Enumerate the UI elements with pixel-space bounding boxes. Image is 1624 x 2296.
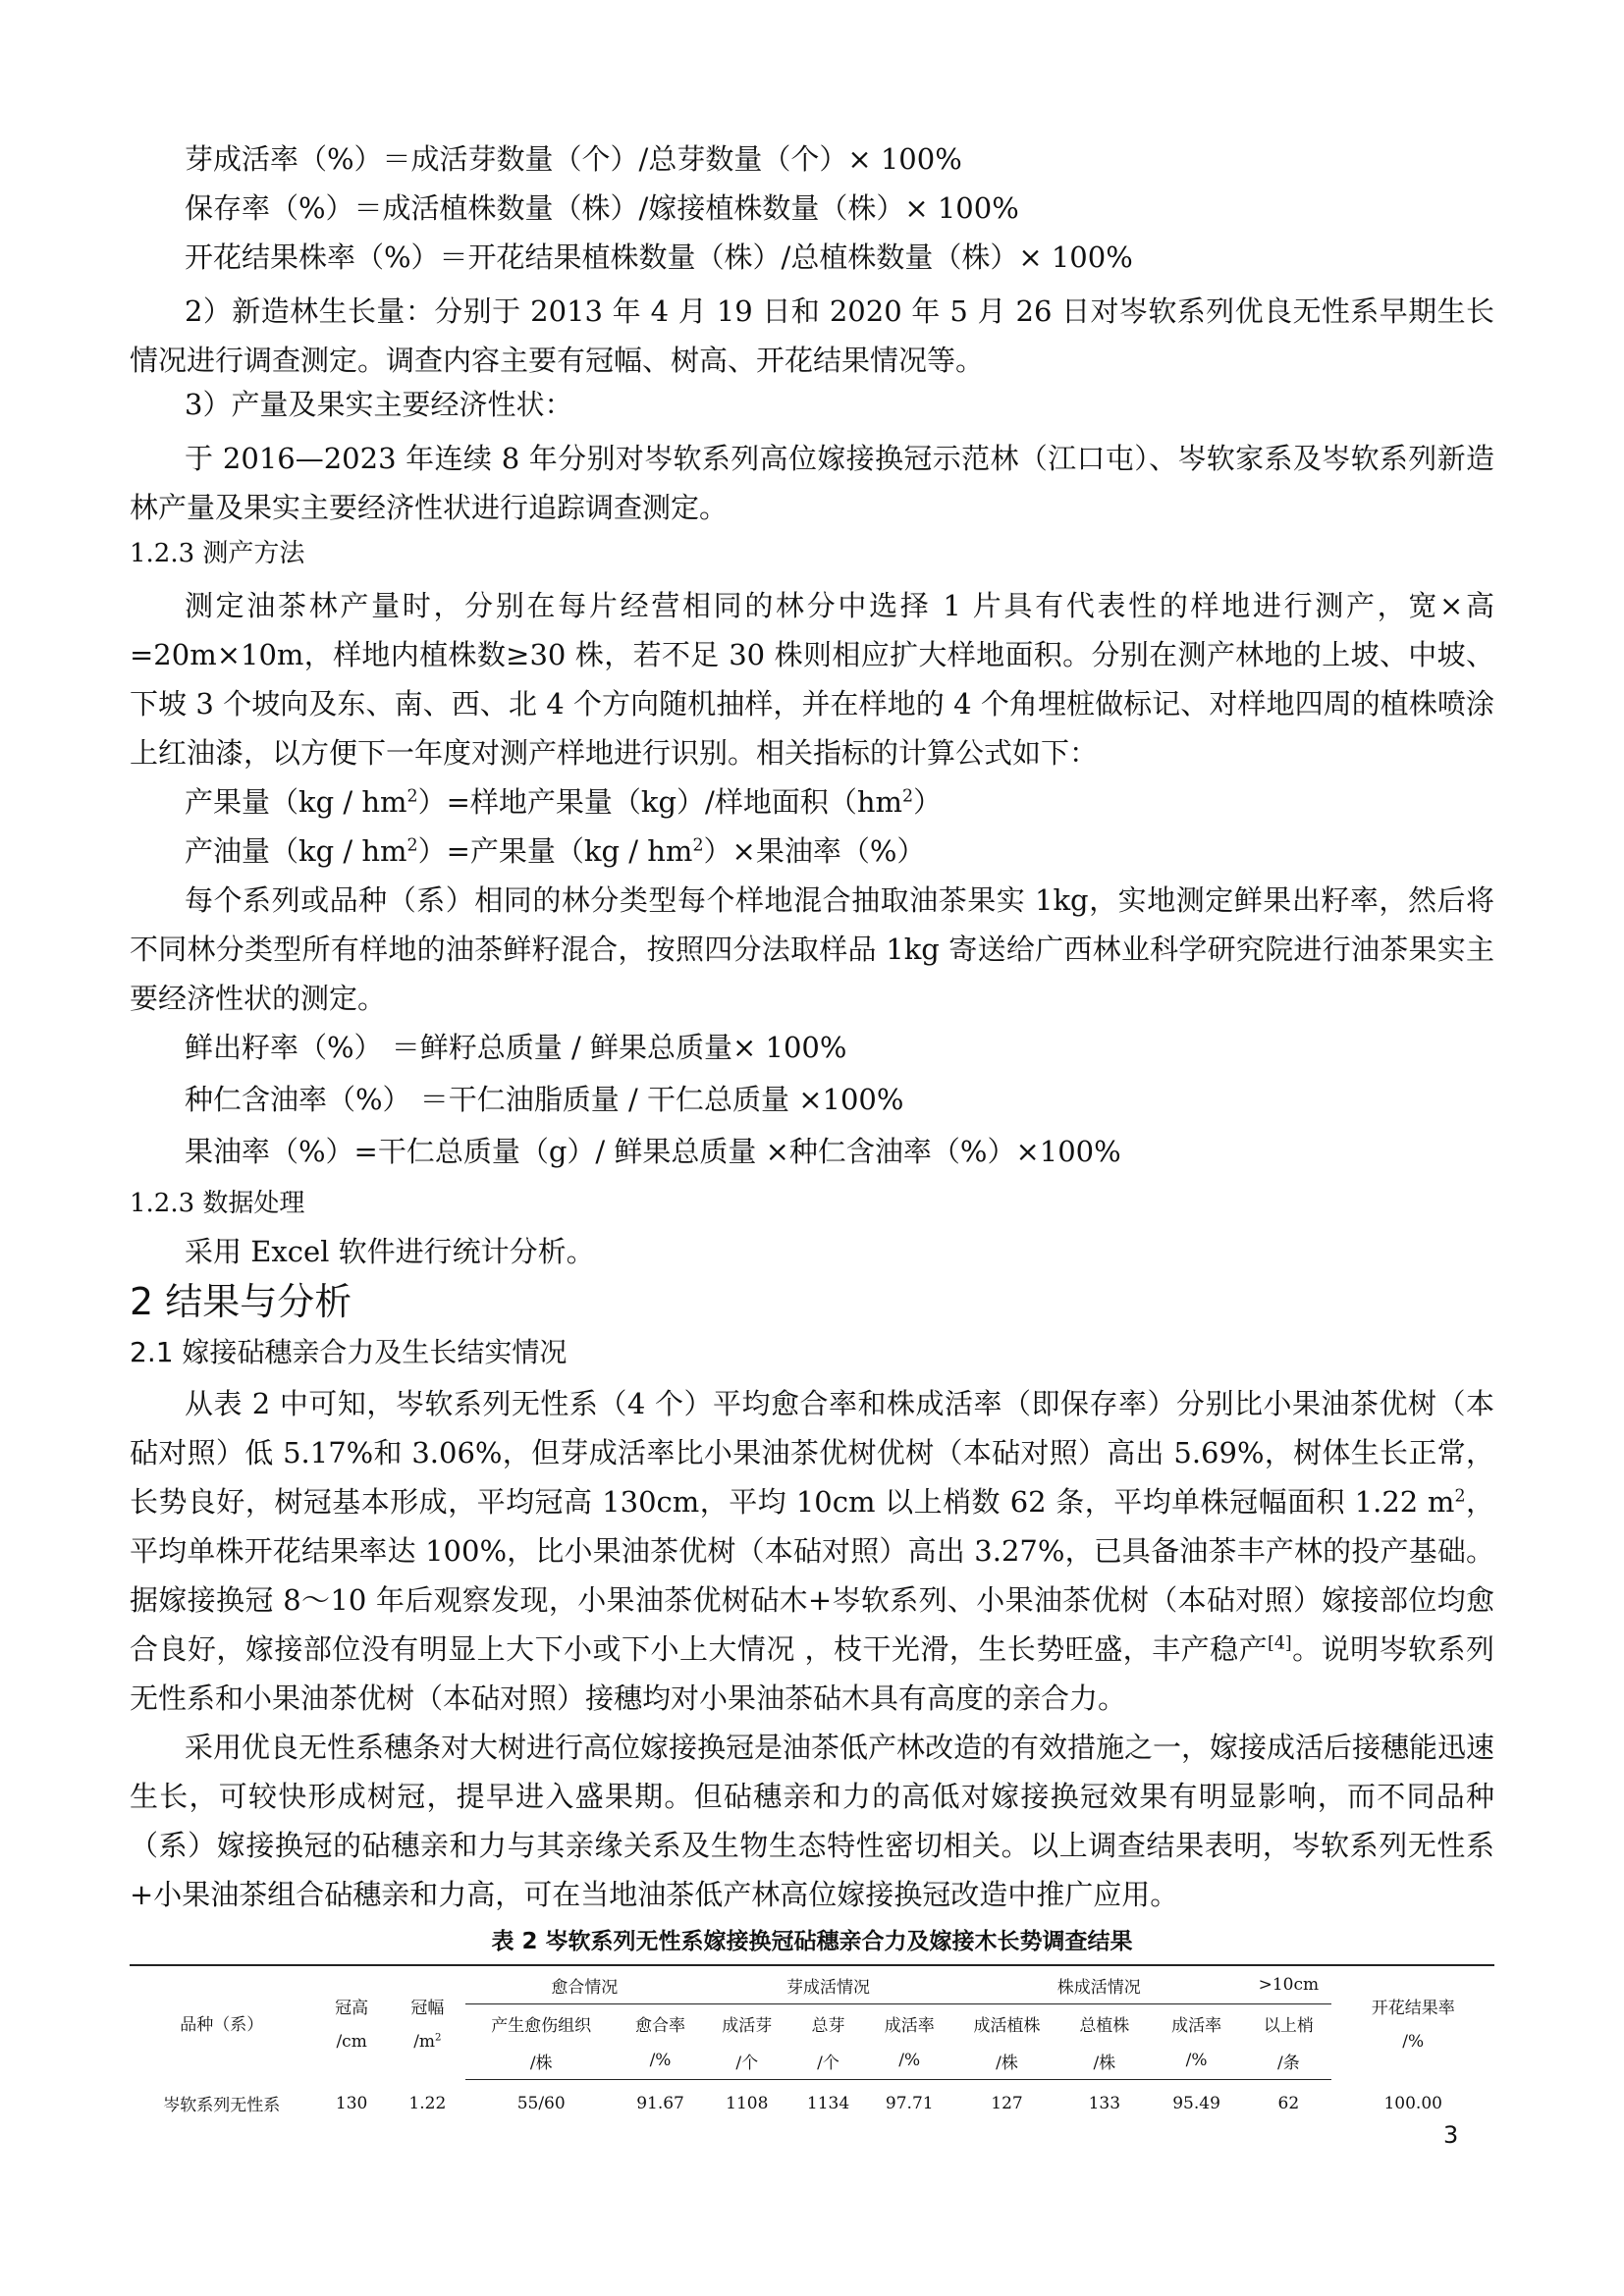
cell-bud-alive: 1108	[726, 2093, 769, 2113]
unit-bud-alive: /个	[704, 2042, 790, 2080]
col-shoot: >10cm	[1245, 1965, 1331, 2004]
formula-fresh-seed-rate: 鲜出籽率（%） ＝鲜籽总质量 / 鲜果总质量× 100%	[185, 1031, 847, 1064]
item-new-forest-growth: 2）新造林生长量：分别于 2013 年 4 月 19 日和 2020 年 5 月 26 日对岑软系列优良无性系早期生长情况进行调查测定。调查内容主要有冠幅、树高、开花结果情况等。	[130, 294, 1494, 377]
cell-plant-alive: 127	[991, 2093, 1023, 2113]
table-row	[130, 2080, 1494, 2127]
heading-results: 2 结果与分析	[130, 1280, 352, 1323]
sub-heal-rate: 愈合率	[635, 2015, 686, 2036]
sub-shoot: 以上梢	[1263, 2015, 1314, 2036]
results-table	[130, 1964, 1494, 2127]
item-yield-title: 3）产量及果实主要经济性状：	[185, 388, 573, 421]
section-heading-yield-method: 1.2.3 测产方法	[130, 539, 305, 568]
unit-plant-rate: /%	[1148, 2042, 1245, 2080]
cell-bud-total: 1134	[806, 2093, 850, 2113]
heading-grafting-affinity: 2.1 嫁接砧穗亲合力及生长结实情况	[130, 1336, 568, 1368]
cell-plant-total: 133	[1088, 2093, 1121, 2113]
sub-plant-alive: 成活植株	[973, 2015, 1041, 2036]
col-width: 冠幅 $/m^2$	[390, 1965, 465, 2080]
section-heading-data-processing: 1.2.3 数据处理	[130, 1189, 305, 1218]
sub-plant-rate: 成活率	[1171, 2015, 1222, 2036]
formula-fruit-yield: 产果量$(kg / hm^2)=$样地产果量（kg）/样地面积$(hm^2)$	[185, 785, 943, 819]
item-yield-body: 于 2016—2023 年连续 8 年分别对岑软系列高位嫁接换冠示范林（江口屯）、岑软家系及岑软系列新造林产量及果实主要经济性状进行追踪调查测定。	[130, 442, 1494, 524]
group-plant: 株成活情况	[952, 1965, 1245, 2004]
col-fruit: 开花结果率 /%	[1331, 1965, 1494, 2080]
formula-preservation: 保存率（%）＝成活植株数量（株）/嫁接植株数量（株）× 100%	[185, 191, 1019, 225]
cell-fruit: 100.00	[1383, 2093, 1442, 2113]
sub-bud-total: 总芽	[811, 2015, 845, 2036]
cell-height: 130	[335, 2093, 368, 2113]
paragraph-sampling: 每个系列或品种（系）相同的林分类型每个样地混合抽取油茶果实 1kg，实地测定鲜果出籽率，然后将不同林分类型所有样地的油茶鲜籽混合，按照四分法取样品 1kg 寄送给广西林业科学研究院进行油茶果实主要经济性状的测定。	[130, 883, 1494, 1015]
page-number: 3	[1443, 2121, 1459, 2149]
paragraph-data-processing: 采用 Excel 软件进行统计分析。	[185, 1235, 595, 1268]
sub-heal-tissue: 产生愈伤组织	[491, 2015, 592, 2036]
formula-fruit-oil: 果油率（%）=干仁总质量（g）/ 鲜果总质量 ×种仁含油率（%）×100%	[185, 1135, 1121, 1168]
formula-oil-yield: 产油量$(kg / hm^2)=$产果量$(kg / hm^2)\times$果油率（%）	[185, 834, 926, 868]
formula-flowering-rate: 开花结果株率（%）＝开花结果植株数量（株）/总植株数量（株）× 100%	[185, 240, 1133, 274]
unit-plant-alive: /株	[952, 2042, 1060, 2080]
paragraph-yield-method: 测定油茶林产量时，分别在每片经营相同的林分中选择 1 片具有代表性的样地进行测产，宽×高=20m×10m，样地内植株数≥30 株，若不足 30 株则相应扩大样地面积。分别在测产林地的上坡、中坡、下坡 3 个坡向及东、南、西、北 4 个方向随机抽样，并在样地的 4 个角埋桩做标记、对样地四周的植株喷涂上红油漆，以方便下一年度对测产样地进行识别。相关指标的计算公式如下：	[130, 589, 1494, 770]
unit-plant-total: /株	[1061, 2042, 1148, 2080]
paragraph-affinity-results: 从表 2 中可知，岑软系列无性系（4 个）平均愈合率和株成活率（即保存率）分别比小果油茶优树（本砧对照）低 5.17%和 3.06%，但芽成活率比小果油茶优树优树（本砧对照）高出 5.69%，树体生长正常，长势良好，树冠基本形成，平均冠高 130cm，平均 10cm 以上梢数 62 条，平均单株冠幅面积 1.22 $m^2$，平均单株开花结果率达 100%，比小果油茶优树（本砧对照）高出 3.27%，已具备油茶丰产林的投产基础。据嫁接换冠 8～10 年后观察发现，小果油茶优树砧木+岑软系列、小果油茶优树（本砧对照）嫁接部位均愈合良好，嫁接部位没有明显上大下小或下小上大情况 ，枝干光滑，生长势旺盛，丰产稳产[4]。说明岑软系列无性系和小果油茶优树（本砧对照）接穗均对小果油茶砧木具有高度的亲合力。	[130, 1387, 1494, 1715]
paragraph-discussion: 采用优良无性系穗条对大树进行高位嫁接换冠是油茶低产林改造的有效措施之一，嫁接成活后接穗能迅速生长，可较快形成树冠，提早进入盛果期。但砧穗亲和力的高低对嫁接换冠效果有明显影响，而不同品种（系）嫁接换冠的砧穗亲和力与其亲缘关系及生物生态特性密切相关。以上调查结果表明，岑软系列无性系+小果油茶组合砧穗亲和力高，可在当地油茶低产林高位嫁接换冠改造中推广应用。	[130, 1731, 1495, 1911]
cell-width: 1.22	[408, 2093, 447, 2113]
sub-bud-alive: 成活芽	[722, 2015, 773, 2036]
unit-heal-rate: /%	[617, 2042, 703, 2080]
cell-bud-rate: 97.71	[885, 2093, 934, 2113]
formula-kernel-oil: 种仁含油率（%） ＝干仁油脂质量 / 干仁总质量 ×100%	[185, 1083, 904, 1116]
formula-bud-survival: 芽成活率（%）＝成活芽数量（个）/总芽数量（个）× 100%	[185, 142, 962, 176]
sub-bud-rate: 成活率	[884, 2015, 935, 2036]
unit-shoot: /条	[1245, 2042, 1331, 2080]
unit-bud-rate: /%	[866, 2042, 952, 2080]
cell-plant-rate: 95.49	[1172, 2093, 1220, 2113]
cell-heal-tissue: 55/60	[516, 2093, 566, 2113]
cell-variety: 岑软系列无性系	[163, 2096, 281, 2115]
unit-bud-total: /个	[790, 2042, 866, 2080]
col-height: 冠高 /cm	[314, 1965, 390, 2080]
unit-heal-tissue: /株	[465, 2042, 617, 2080]
sub-plant-total: 总植株	[1079, 2015, 1130, 2036]
table-caption: 表 2 岑软系列无性系嫁接换冠砧穗亲合力及嫁接木长势调查结果	[491, 1929, 1133, 1954]
cell-shoot: 62	[1277, 2093, 1300, 2113]
cell-heal-rate: 91.67	[636, 2093, 684, 2113]
col-variety: 品种（系）	[130, 1965, 314, 2080]
group-bud: 芽成活情况	[704, 1965, 953, 2004]
group-heal: 愈合情况	[465, 1965, 704, 2004]
